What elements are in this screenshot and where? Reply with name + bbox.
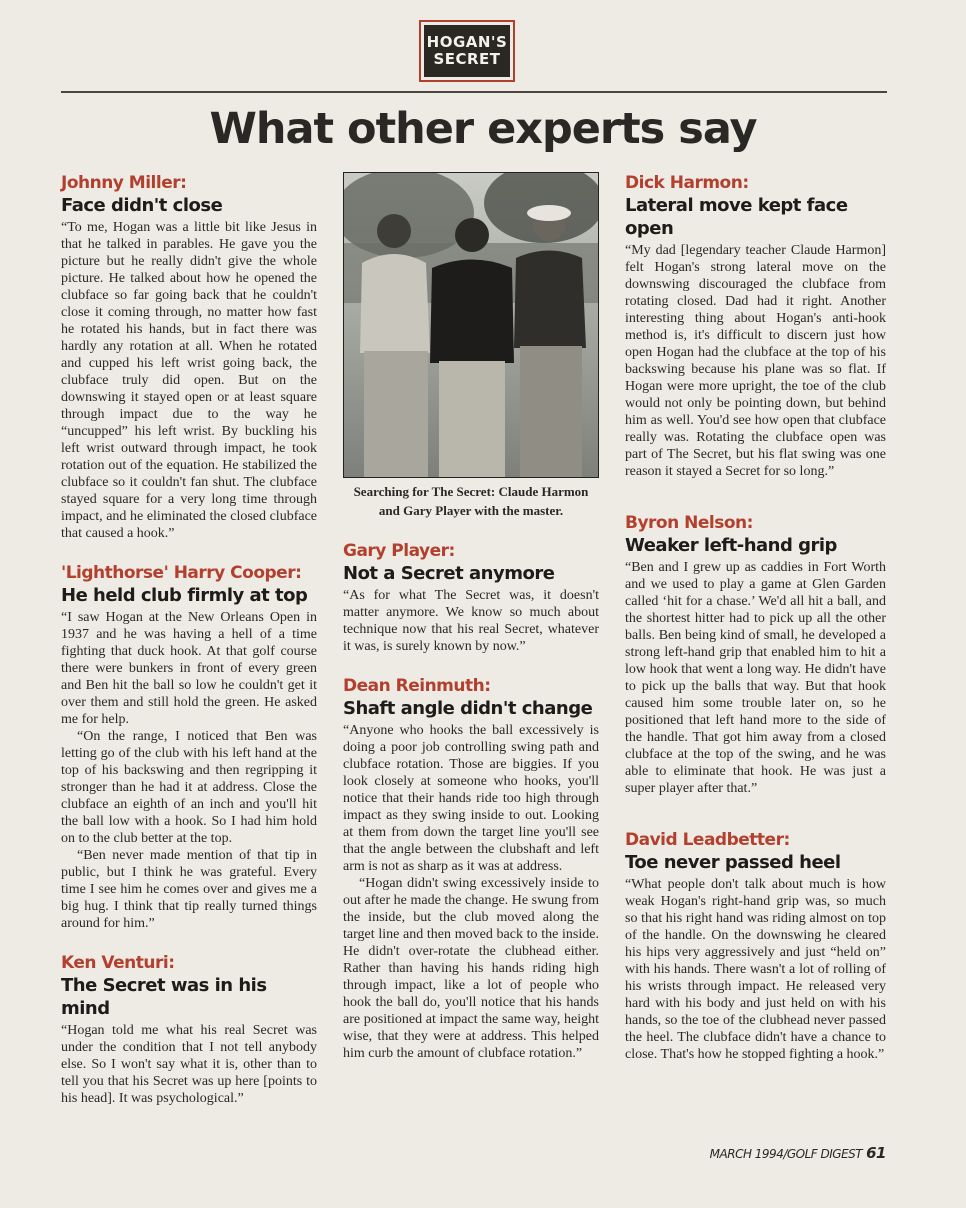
quote-paragraph: “As for what The Secret was, it doesn't matter anymore. We know so much about technique now that his real Secret, whatever it was, is surely known by now.” — [343, 588, 599, 654]
expert-name: Byron Nelson: — [625, 513, 753, 533]
quote-subhead: Lateral move kept face open — [625, 195, 848, 239]
quote-paragraph: “Hogan didn't swing excessively inside to out after he made the change. He swung from the inside, but the club moved along the target line and then moved back to the inside. He didn't over-rotate the clubhead either. Rather than having his hands riding high through impact, like a lot of people who hook the ball do, you'll notice that his hands are positioned at impact the same way, height wise, that they were at address. This helped him curb the amount of clubface rotation.” — [343, 876, 599, 1061]
quote-body — [61, 1022, 317, 1107]
column-3 — [625, 172, 886, 1083]
quote-block-johnny-miller — [61, 172, 317, 542]
quote-paragraph: “To me, Hogan was a little bit like Jesus in that he talked in parables. He gave you the picture but he really didn't give the whole picture. He talked about how he opened the clubface so far going back that he couldn't close it coming through, no matter how fast he rotated his hands, but in fact there was hardly any rotation at all. When he rotated and cupped his left wrist going back, the clubface truly did open. But on the downswing it stayed open or at least square through impact due to the way he “uncupped” his left wrist. By buckling his left wrist outward through impact, he took rotation out of the equation. He stabilized the clubface so it couldn't fan shut. The clubface stayed square for a very long time through impact, and he eliminated the closed clubface that caused a hook.” — [61, 220, 317, 541]
quote-paragraph: “Ben and I grew up as caddies in Fort Worth and we used to play a game at Glen Garden called ‘hit for a chase.’ We'd all hit a ball, and the shortest hitter had to pick up all the other balls. Ben being kind of small, he developed a strong left-hand grip that enabled him to hit a low hook that went a long way. He didn't have to pick up the balls that way. But that hook caused him some trouble later on, so he positioned that left hand more to the side of the handle. That got him away from a closed clubface at the top of the swing, and he was able to eliminate that hook. He was just a super player after that.” — [625, 560, 886, 796]
expert-name: Ken Venturi: — [61, 953, 175, 973]
expert-name: Johnny Miller: — [61, 173, 187, 193]
page-number: 61 — [866, 1144, 886, 1162]
badge-line1: HOGAN'S — [426, 33, 508, 51]
quote-body — [61, 219, 317, 542]
expert-name: Gary Player: — [343, 541, 455, 561]
quote-body — [343, 722, 599, 1062]
photo-harmon-player-hogan — [343, 172, 599, 478]
quote-subhead: The Secret was in his mind — [61, 975, 267, 1019]
quote-paragraph: “Hogan told me what his real Secret was under the condition that I not tell anybody else. So I won't say what it is, other than to tell you that his Secret was up here [points to his head]. It was psychological.” — [61, 1023, 317, 1106]
expert-name: 'Lighthorse' Harry Cooper: — [61, 563, 302, 583]
quote-subhead: Face didn't close — [61, 195, 223, 216]
quote-block-gary-player — [343, 540, 599, 655]
quote-subhead: Toe never passed heel — [625, 852, 841, 873]
quote-block-byron-nelson — [625, 512, 886, 797]
quote-paragraph: “I saw Hogan at the New Orleans Open in 1937 and he was having a hell of a time fighting that duck hook. At that golf course there were bunkers in front of every green and Ben hit the ball so low he couldn't get it over them and still hold the green. He asked me for help. — [61, 610, 317, 727]
quote-block-harry-cooper — [61, 562, 317, 932]
photo-caption: Searching for The Secret: Claude Harmon and Gary Player with the master. — [353, 484, 589, 518]
hogans-secret-badge — [419, 20, 515, 82]
quote-body — [625, 876, 886, 1063]
badge-line2: SECRET — [433, 50, 501, 68]
page-footer — [710, 1144, 886, 1162]
quote-paragraph: “My dad [legendary teacher Claude Harmon] felt Hogan's strong lateral move on the downswing discouraged the clubface from rotating closed. Dad had it right. Another interesting thing about Hogan's anti-hook method is, it's difficult to discern just how open Hogan had the clubface at the top of his backswing because his plane was so flat. If Hogan were more upright, the toe of the club would not only be pointing down, but behind him as well. You'd see how open that clubface really was. Rotating the clubface open was part of The Secret, but his flat swing was one reason it stayed a Secret for so long.” — [625, 243, 886, 479]
quote-block-david-leadbetter — [625, 829, 886, 1063]
quote-paragraph: “What people don't talk about much is how weak Hogan's right-hand grip was, so much so that his right hand was riding almost on top of the handle. On the downswing he cleared his hips very aggressively and just “held on” with his hands. There wasn't a lot of rolling of his wrists through impact. He released very hard with his body and just held on with his hands, so the toe of the clubhead never passed the heel. The clubface didn't have a chance to close. That's how he stopped fighting a hook.” — [625, 877, 886, 1062]
page-headline: What other experts say — [209, 104, 757, 154]
photo-illustration — [344, 173, 599, 478]
quote-body — [625, 242, 886, 480]
quote-block-dean-reinmuth — [343, 675, 599, 1062]
quote-paragraph: “On the range, I noticed that Ben was letting go of the club with his left hand at the top of his backswing and then regripping it stronger than he had it at address. Close the clubface an eighth of an inch and you'll hit the ball low with a hook. So I had him hold on to the club better at the top. — [61, 729, 317, 846]
column-2 — [343, 540, 599, 1082]
expert-name: Dick Harmon: — [625, 173, 749, 193]
expert-name: Dean Reinmuth: — [343, 676, 491, 696]
quote-block-ken-venturi — [61, 952, 317, 1107]
expert-name: David Leadbetter: — [625, 830, 790, 850]
issue-label: MARCH 1994/GOLF DIGEST — [709, 1147, 863, 1161]
quote-subhead: Weaker left-hand grip — [625, 535, 837, 556]
quote-paragraph: “Anyone who hooks the ball excessively is doing a poor job controlling swing path and clubface rotation. Those are biggies. If you look closely at someone who hooks, you'll notice that their hands ride too high through impact as they swing inside to out. Looking at them from down the target line you'll see that the angle between the clubshaft and left arm is not as sharp as it was at address. — [343, 723, 599, 874]
quote-subhead: Not a Secret anymore — [343, 563, 555, 584]
quote-body — [343, 587, 599, 655]
quote-subhead: Shaft angle didn't change — [343, 698, 593, 719]
quote-body — [61, 609, 317, 932]
header-rule — [61, 91, 887, 93]
quote-paragraph: “Ben never made mention of that tip in public, but I think he was grateful. Every time I see him he comes over and gives me a big hug. I think that tip really turned things around for him.” — [61, 848, 317, 931]
column-1 — [61, 172, 317, 1127]
quote-block-dick-harmon — [625, 172, 886, 480]
quote-body — [625, 559, 886, 797]
quote-subhead: He held club firmly at top — [61, 585, 308, 606]
